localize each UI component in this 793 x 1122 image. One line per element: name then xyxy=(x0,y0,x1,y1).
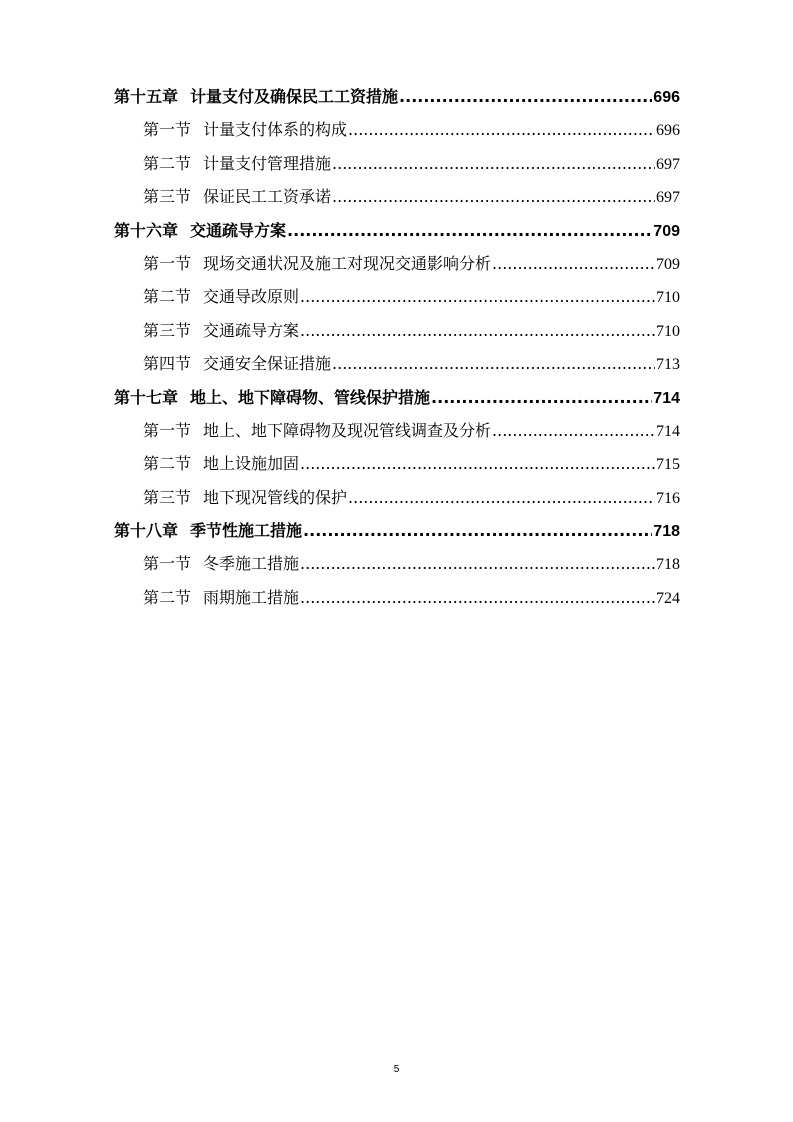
toc-entry-section[interactable] xyxy=(114,414,680,447)
toc-entry-title: 交通安全保证措施 xyxy=(203,354,332,374)
toc-entry-section[interactable] xyxy=(114,314,680,347)
toc-entry-label xyxy=(114,80,398,113)
dot-leader xyxy=(300,314,655,347)
toc-entry-section[interactable] xyxy=(114,581,680,614)
toc-entry-section[interactable] xyxy=(114,113,680,146)
toc-entry-number: 第二节 xyxy=(143,454,192,474)
toc-entry-page: 714 xyxy=(656,422,680,440)
toc-entry-label xyxy=(143,113,347,146)
toc-entry-number: 第四节 xyxy=(143,354,192,374)
dot-leader xyxy=(332,180,655,213)
toc-entry-page: 697 xyxy=(656,189,680,207)
toc-entry-chapter[interactable] xyxy=(114,80,680,113)
toc-entry-title: 现场交通状况及施工对现况交通影响分析 xyxy=(203,253,492,273)
dot-leader xyxy=(300,447,655,480)
toc-entry-page: 714 xyxy=(653,389,680,407)
dot-leader xyxy=(348,113,655,146)
toc-entry-number: 第一节 xyxy=(143,120,192,140)
toc-entry-page: 713 xyxy=(656,356,680,374)
toc-entry-title: 交通疏导方案 xyxy=(203,320,300,340)
toc-entry-page: 696 xyxy=(653,89,680,106)
toc-entry-label xyxy=(143,147,331,180)
toc-entry-title: 雨期施工措施 xyxy=(203,587,300,607)
toc-entry-section[interactable] xyxy=(114,247,680,280)
dot-leader xyxy=(399,80,652,113)
toc-entry-number: 第二节 xyxy=(143,587,192,607)
toc-entry-page: 715 xyxy=(656,456,680,474)
toc-entry-page: 718 xyxy=(653,523,680,541)
toc-entry-label xyxy=(143,247,491,280)
toc-entry-title: 地下现况管线的保护 xyxy=(203,487,348,507)
toc-entry-label xyxy=(143,481,347,514)
toc-entry-number: 第二节 xyxy=(143,153,192,173)
toc-entry-page: 724 xyxy=(656,589,680,607)
toc-entry-number: 第三节 xyxy=(143,187,192,207)
toc-entry-chapter[interactable] xyxy=(114,381,680,414)
toc-entry-title: 计量支付管理措施 xyxy=(203,153,332,173)
toc-entry-section[interactable] xyxy=(114,180,680,213)
dot-leader xyxy=(332,347,655,380)
toc-entry-page: 696 xyxy=(656,122,680,140)
toc-entry-title: 保证民工工资承诺 xyxy=(203,187,332,207)
toc-entry-page: 710 xyxy=(656,322,680,340)
toc-entry-label xyxy=(143,314,299,347)
table-of-contents xyxy=(114,80,680,614)
toc-entry-number: 第三节 xyxy=(143,320,192,340)
toc-entry-title: 计量支付体系的构成 xyxy=(203,120,348,140)
toc-entry-number: 第三节 xyxy=(143,487,192,507)
toc-entry-label xyxy=(114,381,430,414)
toc-entry-page: 697 xyxy=(656,155,680,173)
toc-entry-section[interactable] xyxy=(114,147,680,180)
toc-entry-title: 地上、地下障碍物及现况管线调查及分析 xyxy=(203,420,492,440)
dot-leader xyxy=(492,414,655,447)
toc-entry-title: 交通疏导方案 xyxy=(190,220,287,240)
dot-leader xyxy=(287,214,652,247)
toc-entry-number: 第二节 xyxy=(143,287,192,307)
toc-entry-number: 第一节 xyxy=(143,420,192,440)
toc-entry-page: 718 xyxy=(656,556,680,574)
toc-entry-section[interactable] xyxy=(114,447,680,480)
toc-entry-section[interactable] xyxy=(114,547,680,580)
toc-entry-page: 710 xyxy=(656,289,680,307)
toc-entry-number: 第一节 xyxy=(143,554,192,574)
toc-entry-number: 第十六章 xyxy=(114,220,179,240)
toc-entry-title: 季节性施工措施 xyxy=(190,521,303,541)
toc-entry-label xyxy=(114,214,286,247)
toc-entry-chapter[interactable] xyxy=(114,214,680,247)
dot-leader xyxy=(431,381,652,414)
toc-entry-label xyxy=(143,347,331,380)
toc-entry-page: 709 xyxy=(653,222,680,240)
toc-entry-label xyxy=(114,514,302,547)
dot-leader xyxy=(303,514,652,547)
dot-leader xyxy=(492,247,655,280)
toc-entry-title: 交通导改原则 xyxy=(203,287,300,307)
toc-entry-title: 地上、地下障碍物、管线保护措施 xyxy=(190,387,431,407)
dot-leader xyxy=(348,481,655,514)
toc-entry-section[interactable] xyxy=(114,347,680,380)
toc-entry-chapter[interactable] xyxy=(114,514,680,547)
toc-entry-label xyxy=(143,547,299,580)
dot-leader xyxy=(300,581,655,614)
toc-entry-page: 716 xyxy=(656,489,680,507)
toc-entry-number: 第十七章 xyxy=(114,387,179,407)
dot-leader xyxy=(300,547,655,580)
toc-entry-title: 计量支付及确保民工工资措施 xyxy=(190,87,399,106)
toc-entry-title: 冬季施工措施 xyxy=(203,554,300,574)
dot-leader xyxy=(332,147,655,180)
toc-entry-title: 地上设施加固 xyxy=(203,454,300,474)
toc-entry-number: 第一节 xyxy=(143,253,192,273)
toc-entry-label xyxy=(143,180,331,213)
toc-entry-label xyxy=(143,414,491,447)
toc-entry-number: 第十八章 xyxy=(114,521,179,541)
toc-entry-number: 第十五章 xyxy=(114,87,179,106)
toc-entry-label xyxy=(143,280,299,313)
dot-leader xyxy=(300,280,655,313)
page-number: 5 xyxy=(393,1064,400,1075)
toc-entry-page: 709 xyxy=(656,255,680,273)
toc-entry-section[interactable] xyxy=(114,481,680,514)
toc-entry-label xyxy=(143,447,299,480)
toc-entry-section[interactable] xyxy=(114,280,680,313)
toc-entry-label xyxy=(143,581,299,614)
